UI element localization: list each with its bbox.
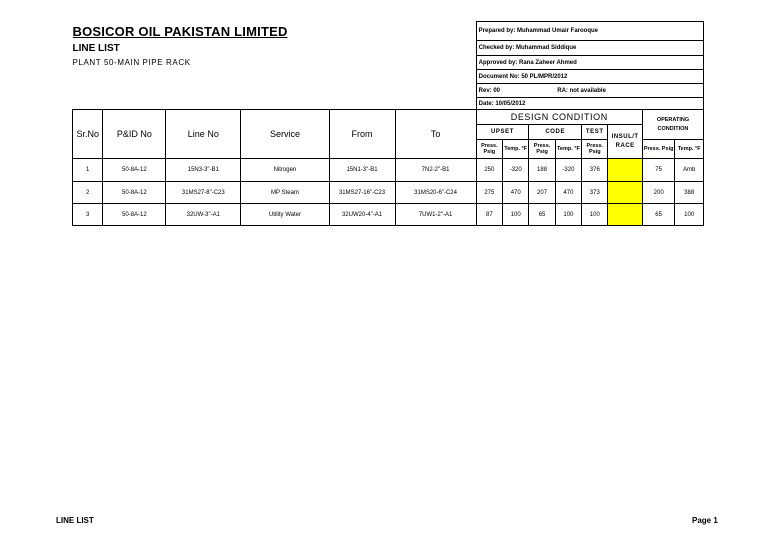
cell-upset-press: 87 <box>476 204 502 226</box>
footer-page-number: Page 1 <box>692 516 718 525</box>
cell-operating-temp: Amb <box>675 159 704 182</box>
cell-upset-temp: 470 <box>503 182 529 204</box>
cell-upset-press: 275 <box>476 182 502 204</box>
cell-insul-trace <box>608 204 642 226</box>
cell-line: 31MS27-8"-C23 <box>166 182 241 204</box>
col-line: Line No <box>166 110 241 159</box>
design-condition-header: DESIGN CONDITION <box>476 110 642 125</box>
checked-by: Checked by: Muhammad Siddique <box>476 41 703 56</box>
cell-upset-temp: 100 <box>503 204 529 226</box>
approved-by: Approved by: Rana Zaheer Ahmed <box>476 56 703 70</box>
upset-temp-header: Temp. °F <box>503 140 529 159</box>
cell-from: 15N1-3"-B1 <box>329 159 395 182</box>
cell-srno: 3 <box>73 204 103 226</box>
cell-from: 31MS27-16"-C23 <box>329 182 395 204</box>
upset-press-header: Press. Psig <box>476 140 502 159</box>
cell-code-temp: -320 <box>555 159 581 182</box>
prepared-by: Prepared by: Muhammad Umair Farooque <box>476 22 703 41</box>
cell-service: Nitrogen <box>241 159 329 182</box>
cell-insul-trace <box>608 159 642 182</box>
test-header: TEST <box>582 125 608 140</box>
table-row <box>73 182 704 204</box>
cell-operating-temp: 100 <box>675 204 704 226</box>
cell-operating-press: 65 <box>642 204 674 226</box>
cell-pid: 50-8A-12 <box>103 159 166 182</box>
cell-upset-temp: -320 <box>503 159 529 182</box>
operating-temp-header: Temp. °F <box>675 140 704 159</box>
cell-service: MP Steam <box>241 182 329 204</box>
doc-subtitle: PLANT 50-MAIN PIPE RACK <box>72 58 191 67</box>
cell-code-temp: 470 <box>555 182 581 204</box>
code-header: CODE <box>529 125 582 140</box>
cell-srno: 2 <box>73 182 103 204</box>
code-press-header: Press. Psig <box>529 140 555 159</box>
col-srno: Sr.No <box>73 110 103 159</box>
cell-upset-press: 250 <box>476 159 502 182</box>
cell-pid: 50-8A-12 <box>103 182 166 204</box>
cell-to: 31MS20-6"-C24 <box>395 182 476 204</box>
table-row <box>73 204 704 226</box>
company-name: BOSICOR OIL PAKISTAN LIMITED <box>72 23 288 39</box>
rev: Rev: 00 <box>476 84 555 98</box>
col-service: Service <box>241 110 329 159</box>
cell-insul-trace <box>608 182 642 204</box>
col-to: To <box>395 110 476 159</box>
cell-test-press: 376 <box>582 159 608 182</box>
cell-code-press: 65 <box>529 204 555 226</box>
cell-operating-temp: 388 <box>675 182 704 204</box>
ra: RA: not available <box>555 84 703 98</box>
document-no: Document No: 50 PL/MPR/2012 <box>476 70 703 84</box>
table-row <box>73 159 704 182</box>
cell-line: 32UW-3"-A1 <box>166 204 241 226</box>
cell-from: 32UW20-4"-A1 <box>329 204 395 226</box>
line-list-sheet <box>72 21 704 226</box>
code-temp-header: Temp. °F <box>555 140 581 159</box>
line-list-table <box>72 21 704 226</box>
cell-pid: 50-8A-12 <box>103 204 166 226</box>
cell-to: 7UW1-2"-A1 <box>395 204 476 226</box>
cell-line: 15N3-3"-B1 <box>166 159 241 182</box>
cell-code-press: 207 <box>529 182 555 204</box>
cell-operating-press: 75 <box>642 159 674 182</box>
cell-code-temp: 100 <box>555 204 581 226</box>
operating-condition-header: OPERATING CONDITION <box>642 110 703 140</box>
col-from: From <box>329 110 395 159</box>
date: Date: 10/05/2012 <box>476 98 703 110</box>
upset-header: UPSET <box>476 125 529 140</box>
cell-srno: 1 <box>73 159 103 182</box>
test-press-header: Press. Psig <box>582 140 608 159</box>
footer-doc-title: LINE LIST <box>56 516 94 525</box>
cell-test-press: 373 <box>582 182 608 204</box>
cell-operating-press: 200 <box>642 182 674 204</box>
cell-code-press: 188 <box>529 159 555 182</box>
operating-press-header: Press. Psig <box>642 140 674 159</box>
cell-test-press: 100 <box>582 204 608 226</box>
col-pid: P&ID No <box>103 110 166 159</box>
cell-service: Utility Water <box>241 204 329 226</box>
insul-trace-header: INSUL/T RACE <box>608 125 642 159</box>
doc-title: LINE LIST <box>72 42 120 54</box>
cell-to: 7N2-2"-B1 <box>395 159 476 182</box>
